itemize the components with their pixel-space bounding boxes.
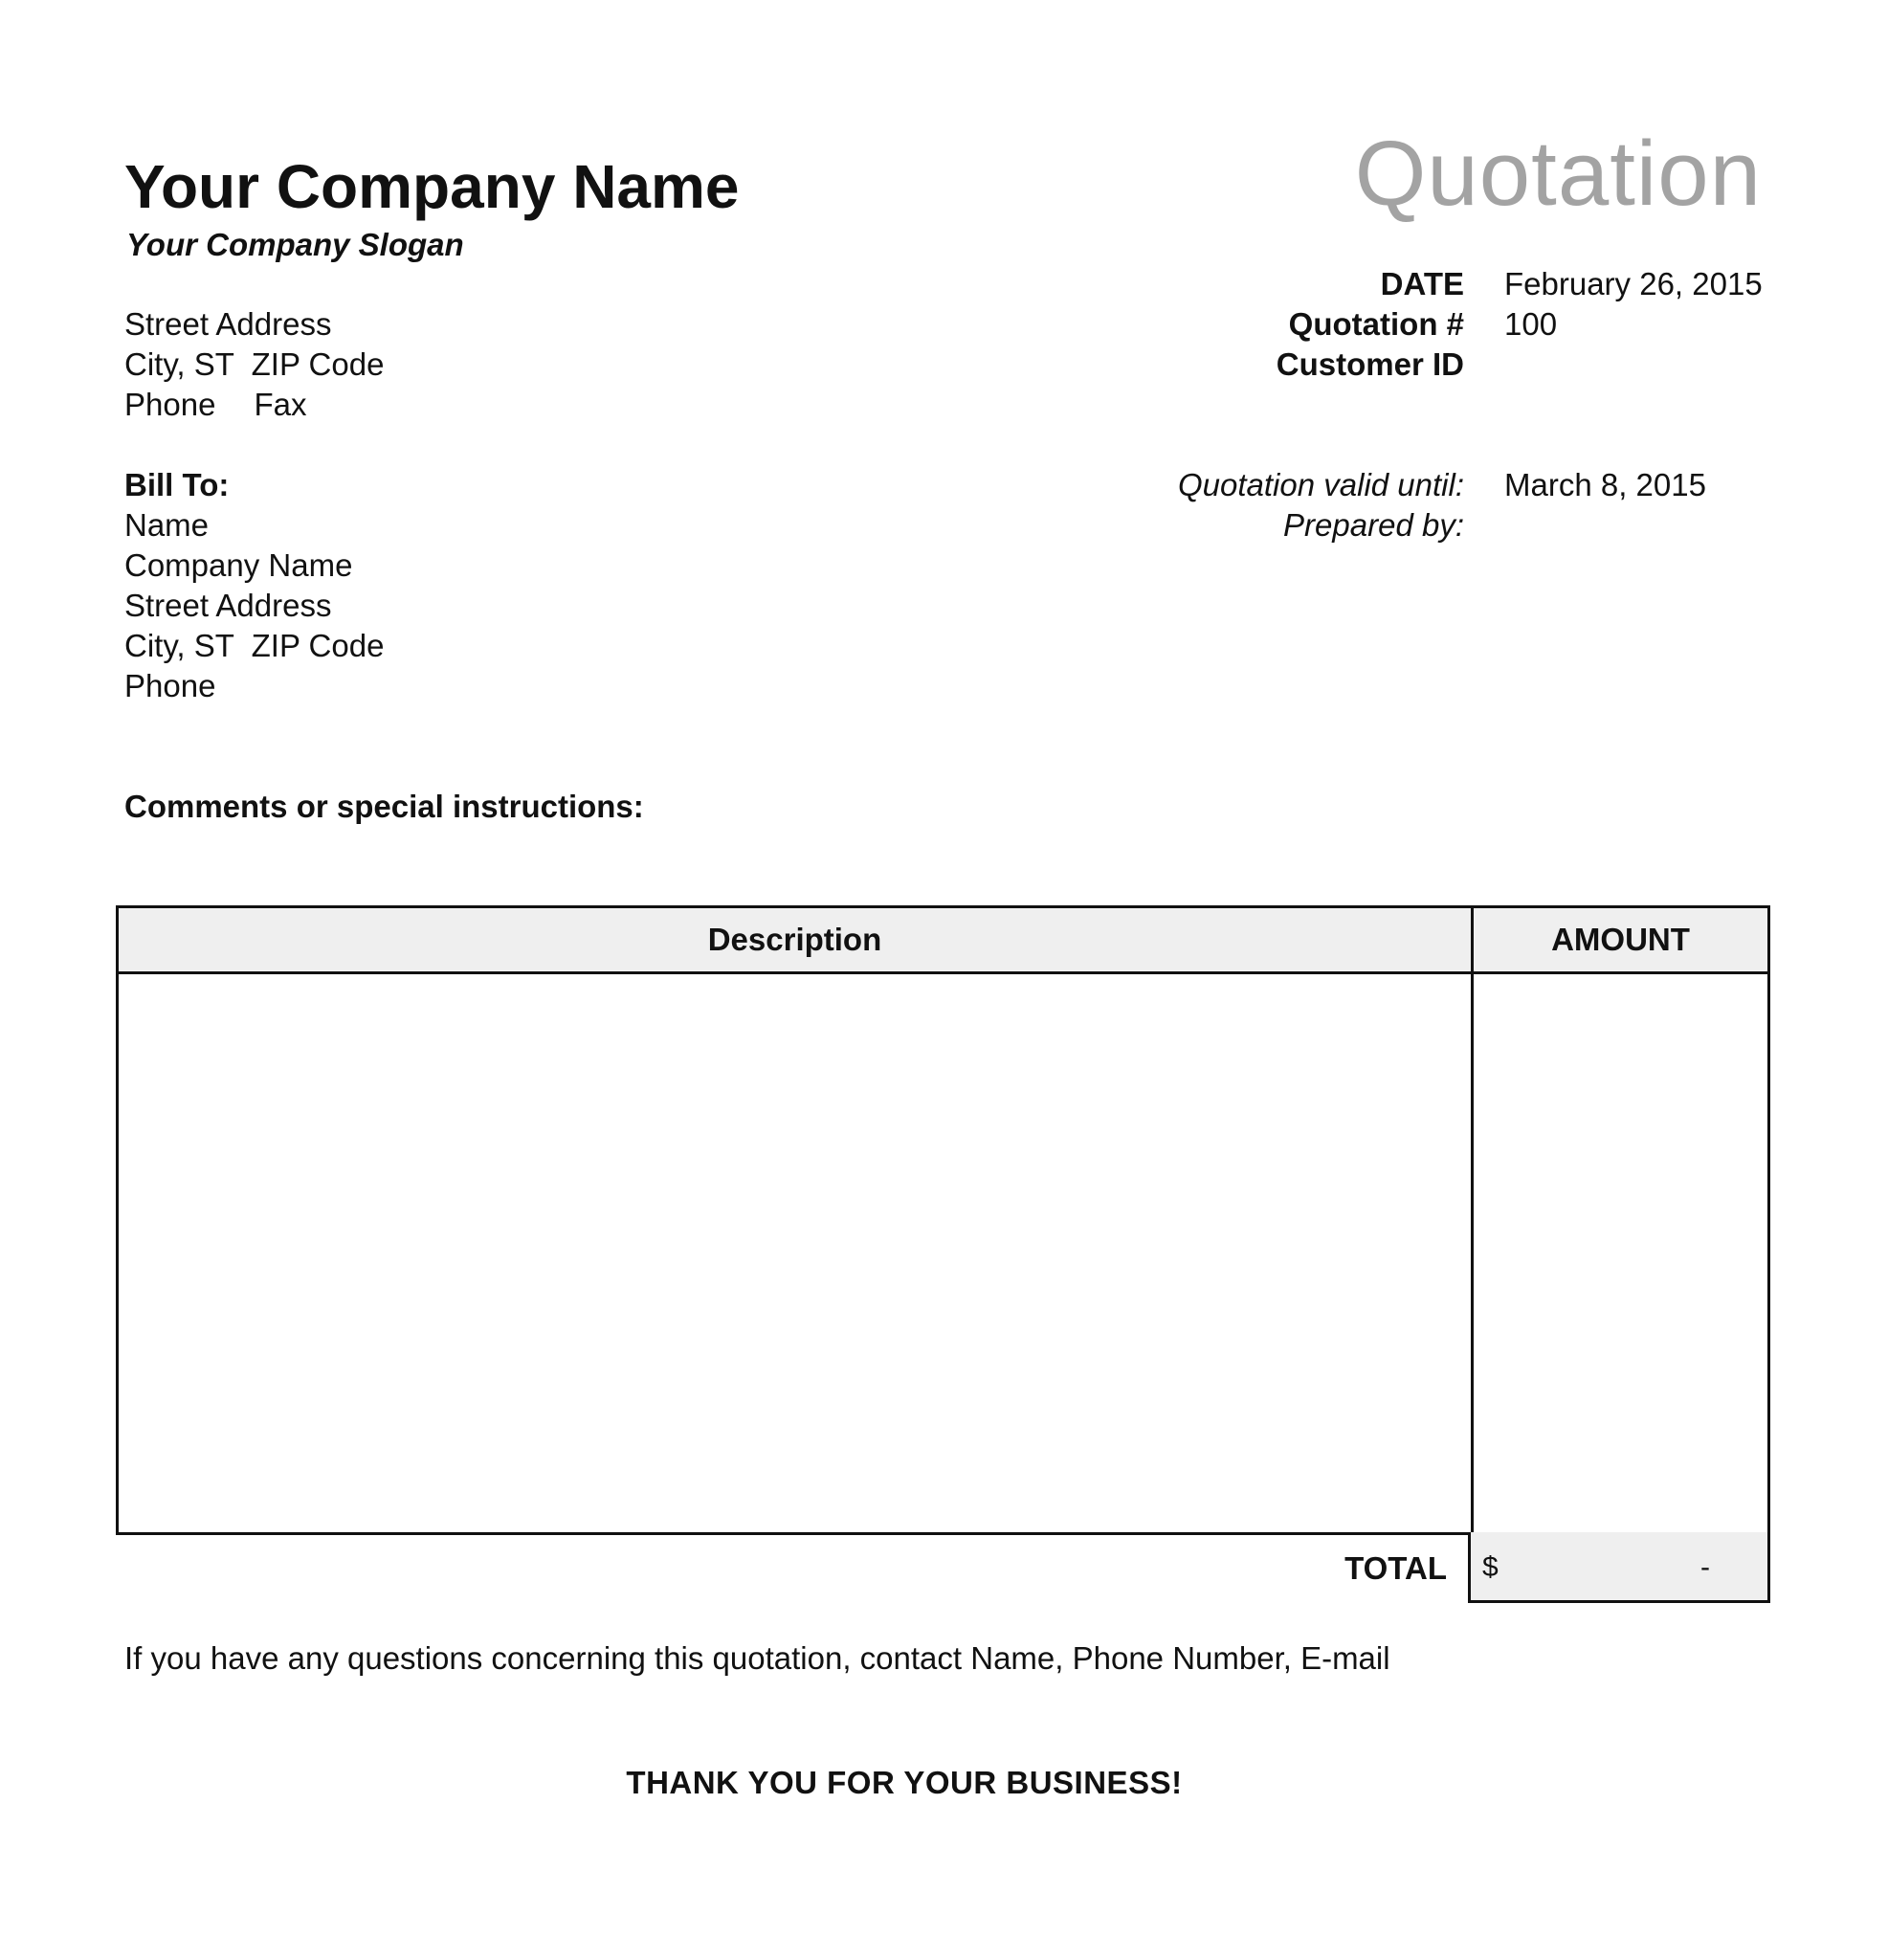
company-address — [124, 304, 384, 425]
customer-id-value — [1504, 345, 1763, 385]
company-phone: Phone — [124, 387, 216, 422]
company-phone-fax — [124, 385, 384, 425]
validity-labels — [1178, 465, 1464, 546]
contact-note: If you have any questions concerning this quotation, contact Name, Phone Number, E-mail — [124, 1640, 1390, 1676]
company-slogan: Your Company Slogan — [126, 227, 464, 262]
valid-until-label: Quotation valid until: — [1177, 467, 1464, 502]
quote-meta-values — [1504, 264, 1763, 385]
quote-meta-labels — [1277, 264, 1464, 385]
total-currency: $ — [1482, 1551, 1499, 1583]
bill-to-street: Street Address — [124, 588, 332, 623]
bill-to-name: Name — [124, 507, 210, 543]
company-fax: Fax — [254, 387, 307, 422]
prepared-by-label: Prepared by: — [1283, 507, 1464, 543]
prepared-by-value — [1504, 505, 1706, 546]
company-name: Your Company Name — [124, 152, 740, 221]
bill-to-block — [124, 465, 384, 706]
thank-you-message: THANK YOU FOR YOUR BUSINESS! — [626, 1765, 1183, 1800]
line-items-table — [116, 905, 1770, 1535]
column-header-amount: AMOUNT — [1551, 922, 1690, 957]
bill-to-company: Company Name — [124, 547, 353, 583]
table-header — [119, 908, 1767, 974]
total-label: TOTAL — [1344, 1550, 1447, 1586]
document-title: Quotation — [1354, 122, 1762, 225]
bill-to-city-line: City, ST ZIP Code — [124, 628, 385, 663]
total-value: - — [1700, 1551, 1710, 1583]
total-amount-cell — [1468, 1532, 1770, 1603]
valid-until-value: March 8, 2015 — [1504, 467, 1706, 502]
company-city-line: City, ST ZIP Code — [124, 346, 385, 382]
company-street: Street Address — [124, 306, 332, 342]
bill-to-heading: Bill To: — [124, 467, 230, 502]
quote-number-value: 100 — [1504, 306, 1558, 342]
customer-id-label: Customer ID — [1276, 346, 1464, 382]
column-header-description: Description — [707, 922, 882, 957]
date-value: February 26, 2015 — [1504, 266, 1763, 301]
column-divider — [1471, 908, 1474, 1532]
date-label: DATE — [1380, 266, 1464, 301]
bill-to-phone: Phone — [124, 668, 216, 703]
validity-values — [1504, 465, 1706, 546]
quote-number-label: Quotation # — [1288, 306, 1464, 342]
comments-label: Comments or special instructions: — [124, 789, 644, 824]
